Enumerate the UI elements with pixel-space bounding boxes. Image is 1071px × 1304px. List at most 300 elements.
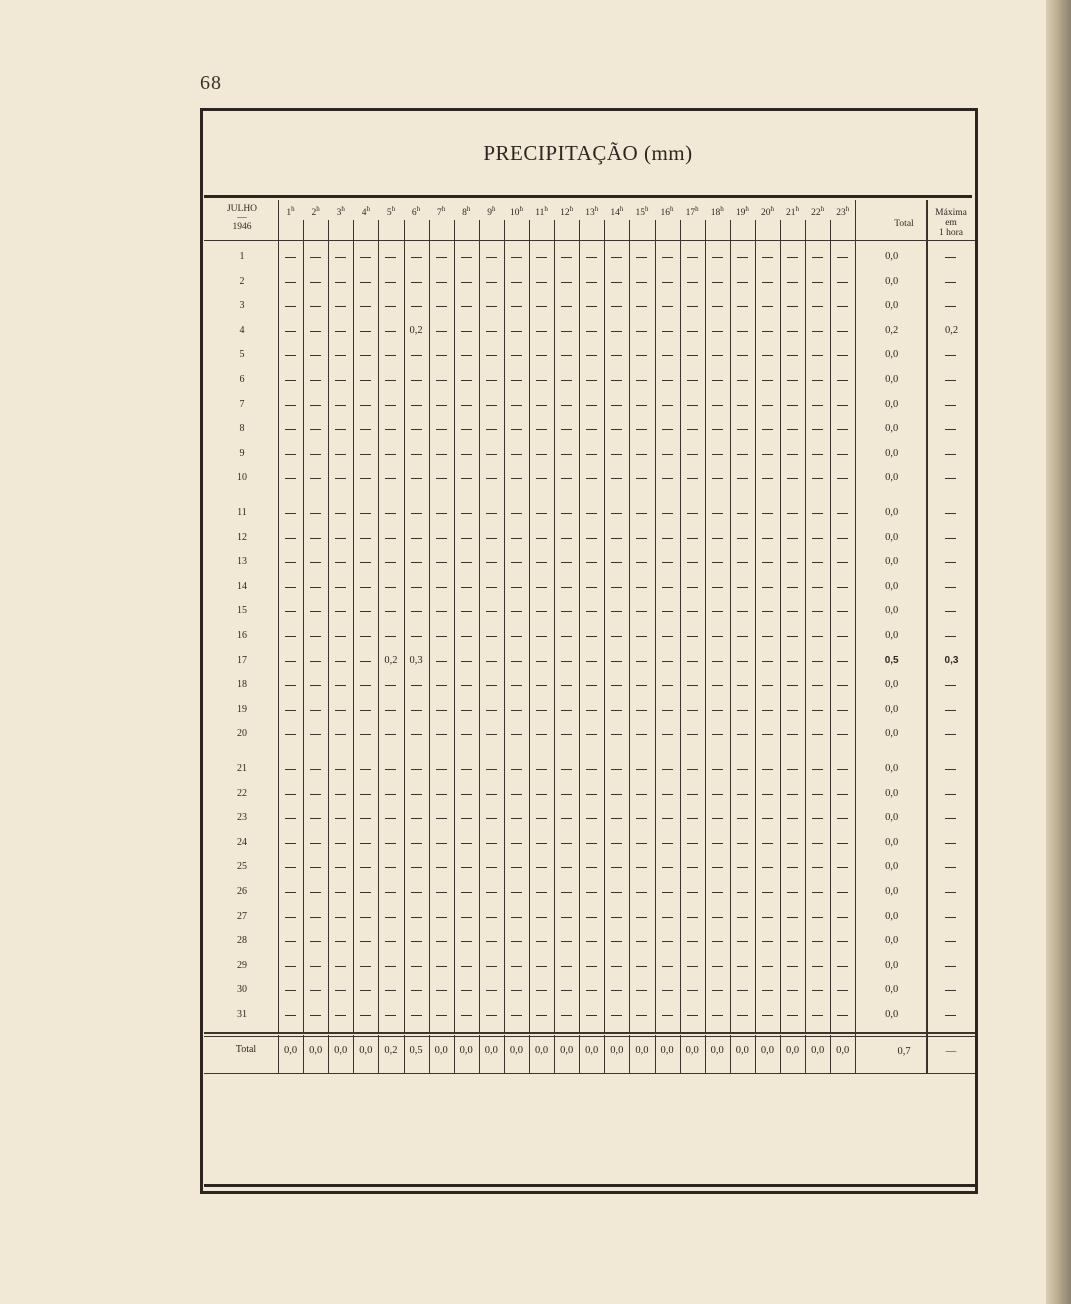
empty-mark	[385, 917, 396, 918]
empty-mark	[486, 380, 497, 381]
empty-max-mark	[945, 282, 956, 283]
empty-mark	[837, 661, 848, 662]
empty-mark	[787, 990, 798, 991]
empty-mark	[411, 917, 422, 918]
empty-mark	[335, 380, 346, 381]
empty-mark	[586, 710, 597, 711]
empty-mark	[285, 917, 296, 918]
totals-row-max: —	[945, 1045, 957, 1057]
totals-hour-value: 0,0	[811, 1044, 825, 1056]
day-label: 10	[237, 472, 247, 484]
empty-mark	[285, 282, 296, 283]
empty-mark	[285, 611, 296, 612]
header-max-line1: Máxima	[935, 208, 967, 218]
empty-max-mark	[945, 685, 956, 686]
empty-mark	[611, 685, 622, 686]
hour-header: 1$^h$	[286, 205, 295, 219]
empty-mark	[662, 380, 673, 381]
empty-mark	[436, 306, 447, 307]
empty-mark	[511, 734, 522, 735]
empty-mark	[335, 941, 346, 942]
vline-hour	[680, 220, 681, 1032]
empty-mark	[411, 587, 422, 588]
empty-mark	[310, 1015, 321, 1016]
empty-mark	[662, 587, 673, 588]
empty-mark	[436, 710, 447, 711]
empty-mark	[837, 685, 848, 686]
empty-max-mark	[945, 478, 956, 479]
empty-mark	[411, 454, 422, 455]
empty-mark	[762, 611, 773, 612]
empty-mark	[536, 941, 547, 942]
empty-mark	[787, 538, 798, 539]
empty-mark	[712, 429, 723, 430]
hour-suffix: h	[594, 205, 599, 213]
day-total: 0,0	[885, 447, 899, 459]
empty-mark	[536, 405, 547, 406]
totals-hour-value: 0,2	[384, 1044, 398, 1056]
empty-mark	[461, 282, 472, 283]
empty-mark	[461, 306, 472, 307]
empty-mark	[436, 454, 447, 455]
empty-mark	[285, 429, 296, 430]
empty-mark	[536, 710, 547, 711]
empty-mark	[285, 513, 296, 514]
empty-mark	[385, 966, 396, 967]
empty-mark	[511, 282, 522, 283]
empty-mark	[787, 513, 798, 514]
empty-mark	[561, 941, 572, 942]
empty-mark	[611, 454, 622, 455]
empty-mark	[636, 941, 647, 942]
empty-mark	[486, 636, 497, 637]
empty-mark	[285, 306, 296, 307]
empty-mark	[787, 306, 798, 307]
empty-mark	[411, 843, 422, 844]
empty-mark	[687, 1015, 698, 1016]
vline-hour	[705, 220, 706, 1032]
empty-mark	[385, 562, 396, 563]
empty-mark	[385, 538, 396, 539]
empty-mark	[310, 282, 321, 283]
empty-mark	[461, 769, 472, 770]
day-label: 14	[237, 580, 247, 592]
empty-mark	[687, 478, 698, 479]
page-number: 68	[200, 72, 222, 94]
empty-mark	[536, 331, 547, 332]
empty-mark	[687, 331, 698, 332]
empty-mark	[687, 794, 698, 795]
empty-mark	[436, 818, 447, 819]
day-label: 26	[237, 886, 247, 897]
empty-mark	[812, 355, 823, 356]
empty-max-mark	[945, 917, 956, 918]
empty-mark	[461, 734, 472, 735]
empty-mark	[586, 355, 597, 356]
day-label: 16	[237, 630, 247, 641]
empty-mark	[561, 380, 572, 381]
empty-mark	[411, 538, 422, 539]
day-total: 0,0	[885, 1009, 899, 1020]
empty-mark	[285, 966, 296, 967]
page-title: PRECIPITAÇÃO (mm)	[483, 141, 693, 165]
empty-mark	[712, 794, 723, 795]
empty-mark	[611, 306, 622, 307]
empty-mark	[511, 769, 522, 770]
empty-mark	[611, 611, 622, 612]
empty-mark	[360, 941, 371, 942]
empty-mark	[687, 734, 698, 735]
empty-mark	[461, 892, 472, 893]
empty-mark	[636, 355, 647, 356]
hour-suffix: h	[466, 205, 471, 213]
empty-mark	[662, 794, 673, 795]
empty-mark	[360, 1015, 371, 1016]
empty-mark	[285, 661, 296, 662]
empty-max-mark	[945, 734, 956, 735]
empty-mark	[310, 454, 321, 455]
empty-mark	[636, 513, 647, 514]
empty-mark	[787, 282, 798, 283]
empty-mark	[360, 685, 371, 686]
empty-mark	[385, 405, 396, 406]
empty-mark	[812, 1015, 823, 1016]
totals-hour-value: 0,5	[409, 1044, 423, 1056]
empty-mark	[712, 513, 723, 514]
empty-mark	[561, 478, 572, 479]
empty-mark	[737, 587, 748, 588]
empty-mark	[511, 405, 522, 406]
empty-mark	[285, 769, 296, 770]
empty-mark	[335, 966, 346, 967]
hour-header: 10$^h$	[509, 205, 523, 219]
empty-mark	[787, 257, 798, 258]
empty-mark	[762, 282, 773, 283]
empty-mark	[737, 941, 748, 942]
empty-mark	[511, 966, 522, 967]
empty-mark	[411, 867, 422, 868]
empty-mark	[636, 710, 647, 711]
empty-mark	[636, 661, 647, 662]
empty-mark	[611, 380, 622, 381]
day-label: 18	[237, 679, 247, 691]
empty-mark	[310, 478, 321, 479]
hour-suffix: h	[316, 205, 320, 213]
empty-mark	[310, 685, 321, 686]
empty-mark	[737, 734, 748, 735]
empty-mark	[285, 331, 296, 332]
empty-mark	[411, 636, 422, 637]
empty-mark	[611, 257, 622, 258]
empty-mark	[511, 562, 522, 563]
empty-mark	[561, 1015, 572, 1016]
empty-mark	[611, 636, 622, 637]
empty-mark	[411, 941, 422, 942]
vline-hour	[504, 220, 505, 1032]
empty-mark	[385, 794, 396, 795]
empty-mark	[511, 892, 522, 893]
empty-mark	[787, 355, 798, 356]
empty-mark	[586, 306, 597, 307]
empty-max-mark	[945, 769, 956, 770]
empty-mark	[536, 513, 547, 514]
empty-mark	[812, 454, 823, 455]
empty-mark	[385, 587, 396, 588]
hour-suffix: h	[366, 205, 370, 213]
day-total: 0,0	[885, 580, 899, 592]
empty-mark	[611, 710, 622, 711]
empty-mark	[812, 587, 823, 588]
empty-mark	[461, 331, 472, 332]
empty-mark	[385, 611, 396, 612]
empty-mark	[662, 454, 673, 455]
empty-mark	[787, 429, 798, 430]
empty-mark	[436, 611, 447, 612]
empty-mark	[762, 257, 773, 258]
empty-mark	[687, 538, 698, 539]
empty-mark	[285, 843, 296, 844]
empty-mark	[486, 734, 497, 735]
empty-mark	[837, 331, 848, 332]
empty-mark	[310, 405, 321, 406]
empty-mark	[586, 478, 597, 479]
empty-mark	[536, 685, 547, 686]
empty-max-mark	[945, 306, 956, 307]
empty-mark	[636, 331, 647, 332]
empty-mark	[787, 454, 798, 455]
empty-mark	[762, 941, 773, 942]
empty-mark	[511, 661, 522, 662]
empty-mark	[611, 794, 622, 795]
empty-mark	[310, 562, 321, 563]
empty-mark	[611, 355, 622, 356]
day-label: 29	[237, 959, 247, 971]
empty-mark	[461, 818, 472, 819]
empty-mark	[712, 843, 723, 844]
empty-mark	[837, 429, 848, 430]
empty-mark	[611, 843, 622, 844]
empty-mark	[285, 636, 296, 637]
empty-mark	[737, 685, 748, 686]
empty-mark	[636, 892, 647, 893]
empty-mark	[762, 734, 773, 735]
empty-mark	[687, 611, 698, 612]
empty-mark	[561, 818, 572, 819]
day-total: 0,0	[885, 787, 899, 799]
empty-mark	[611, 538, 622, 539]
vline-hour	[353, 220, 354, 1032]
empty-mark	[385, 818, 396, 819]
empty-mark	[662, 917, 673, 918]
empty-mark	[461, 380, 472, 381]
empty-mark	[737, 636, 748, 637]
empty-mark	[712, 257, 723, 258]
hour-header: 23$^h$	[836, 205, 850, 219]
empty-mark	[762, 380, 773, 381]
empty-mark	[285, 734, 296, 735]
empty-mark	[561, 843, 572, 844]
empty-mark	[385, 429, 396, 430]
empty-mark	[837, 282, 848, 283]
empty-mark	[335, 611, 346, 612]
empty-mark	[486, 405, 497, 406]
hour-header: 11$^h$	[535, 205, 548, 219]
totals-hour-value: 0,0	[735, 1044, 749, 1056]
day-max: 0,3	[944, 654, 959, 666]
hour-header: 9$^h$	[487, 205, 496, 219]
empty-mark	[812, 331, 823, 332]
empty-mark	[586, 587, 597, 588]
empty-mark	[712, 685, 723, 686]
empty-mark	[712, 380, 723, 381]
header-total: Total	[894, 219, 914, 229]
hour-suffix: h	[519, 205, 523, 213]
empty-mark	[787, 867, 798, 868]
day-total: 0,0	[885, 728, 899, 740]
empty-mark	[385, 843, 396, 844]
hour-header: 5$^h$	[386, 205, 396, 219]
totals-hour-value: 0,0	[283, 1044, 298, 1056]
empty-mark	[737, 917, 748, 918]
hour-suffix: h	[291, 205, 295, 213]
empty-max-mark	[945, 794, 956, 795]
empty-mark	[285, 454, 296, 455]
empty-mark	[737, 818, 748, 819]
empty-mark	[436, 685, 447, 686]
empty-mark	[787, 710, 798, 711]
empty-mark	[712, 636, 723, 637]
empty-mark	[511, 380, 522, 381]
empty-mark	[385, 941, 396, 942]
empty-mark	[636, 867, 647, 868]
empty-mark	[662, 306, 673, 307]
empty-mark	[511, 355, 522, 356]
day-total: 0,0	[885, 679, 899, 691]
empty-max-mark	[945, 892, 956, 893]
empty-mark	[636, 538, 647, 539]
empty-mark	[712, 282, 723, 283]
empty-mark	[461, 1015, 472, 1016]
empty-mark	[687, 380, 698, 381]
vline-hour	[378, 220, 379, 1032]
empty-mark	[285, 818, 296, 819]
empty-mark	[762, 405, 773, 406]
empty-mark	[812, 917, 823, 918]
empty-mark	[436, 513, 447, 514]
vline-hour	[404, 220, 405, 1032]
empty-mark	[762, 818, 773, 819]
empty-mark	[636, 843, 647, 844]
empty-mark	[762, 306, 773, 307]
empty-mark	[411, 794, 422, 795]
empty-mark	[536, 867, 547, 868]
empty-mark	[285, 867, 296, 868]
empty-mark	[611, 478, 622, 479]
day-label: 30	[237, 984, 247, 996]
empty-mark	[787, 818, 798, 819]
empty-mark	[787, 380, 798, 381]
empty-mark	[335, 661, 346, 662]
empty-mark	[737, 429, 748, 430]
empty-mark	[436, 355, 447, 356]
empty-mark	[712, 661, 723, 662]
empty-mark	[335, 892, 346, 893]
empty-mark	[310, 794, 321, 795]
day-total: 0,0	[885, 374, 899, 385]
empty-mark	[636, 587, 647, 588]
empty-mark	[285, 990, 296, 991]
empty-mark	[511, 941, 522, 942]
empty-mark	[837, 355, 848, 356]
empty-mark	[461, 513, 472, 514]
empty-mark	[385, 710, 396, 711]
empty-max-mark	[945, 966, 956, 967]
empty-mark	[436, 429, 447, 430]
empty-mark	[812, 966, 823, 967]
empty-mark	[636, 685, 647, 686]
hour-header: 8$^h$	[462, 205, 471, 219]
empty-mark	[737, 282, 748, 283]
hour-suffix: h	[441, 205, 446, 213]
empty-mark	[310, 636, 321, 637]
empty-mark	[461, 710, 472, 711]
empty-mark	[335, 513, 346, 514]
empty-mark	[461, 405, 472, 406]
empty-max-mark	[945, 636, 956, 637]
empty-mark	[812, 611, 823, 612]
empty-mark	[611, 331, 622, 332]
empty-mark	[335, 769, 346, 770]
empty-mark	[611, 966, 622, 967]
day-total: 0,2	[885, 324, 899, 336]
empty-mark	[436, 843, 447, 844]
empty-mark	[762, 661, 773, 662]
empty-mark	[561, 306, 572, 307]
empty-mark	[687, 661, 698, 662]
empty-mark	[837, 538, 848, 539]
empty-mark	[687, 769, 698, 770]
empty-mark	[812, 990, 823, 991]
empty-mark	[586, 794, 597, 795]
empty-mark	[536, 257, 547, 258]
empty-mark	[486, 454, 497, 455]
empty-mark	[586, 513, 597, 514]
day-total: 0,0	[885, 605, 899, 617]
empty-mark	[662, 941, 673, 942]
empty-mark	[310, 710, 321, 711]
empty-mark	[486, 843, 497, 844]
empty-mark	[486, 513, 497, 514]
vline-hour	[830, 220, 831, 1032]
empty-mark	[436, 867, 447, 868]
empty-mark	[561, 257, 572, 258]
empty-mark	[461, 429, 472, 430]
empty-mark	[335, 257, 346, 258]
empty-mark	[662, 734, 673, 735]
empty-mark	[787, 966, 798, 967]
totals-hour-value: 0,0	[710, 1044, 724, 1056]
empty-mark	[411, 306, 422, 307]
empty-mark	[561, 966, 572, 967]
totals-hour-value: 0,0	[509, 1044, 523, 1056]
day-label: 13	[237, 556, 247, 568]
empty-mark	[636, 562, 647, 563]
empty-mark	[335, 562, 346, 563]
day-label: 25	[237, 861, 247, 873]
empty-mark	[561, 661, 572, 662]
vline-hour	[780, 220, 781, 1032]
empty-mark	[837, 611, 848, 612]
